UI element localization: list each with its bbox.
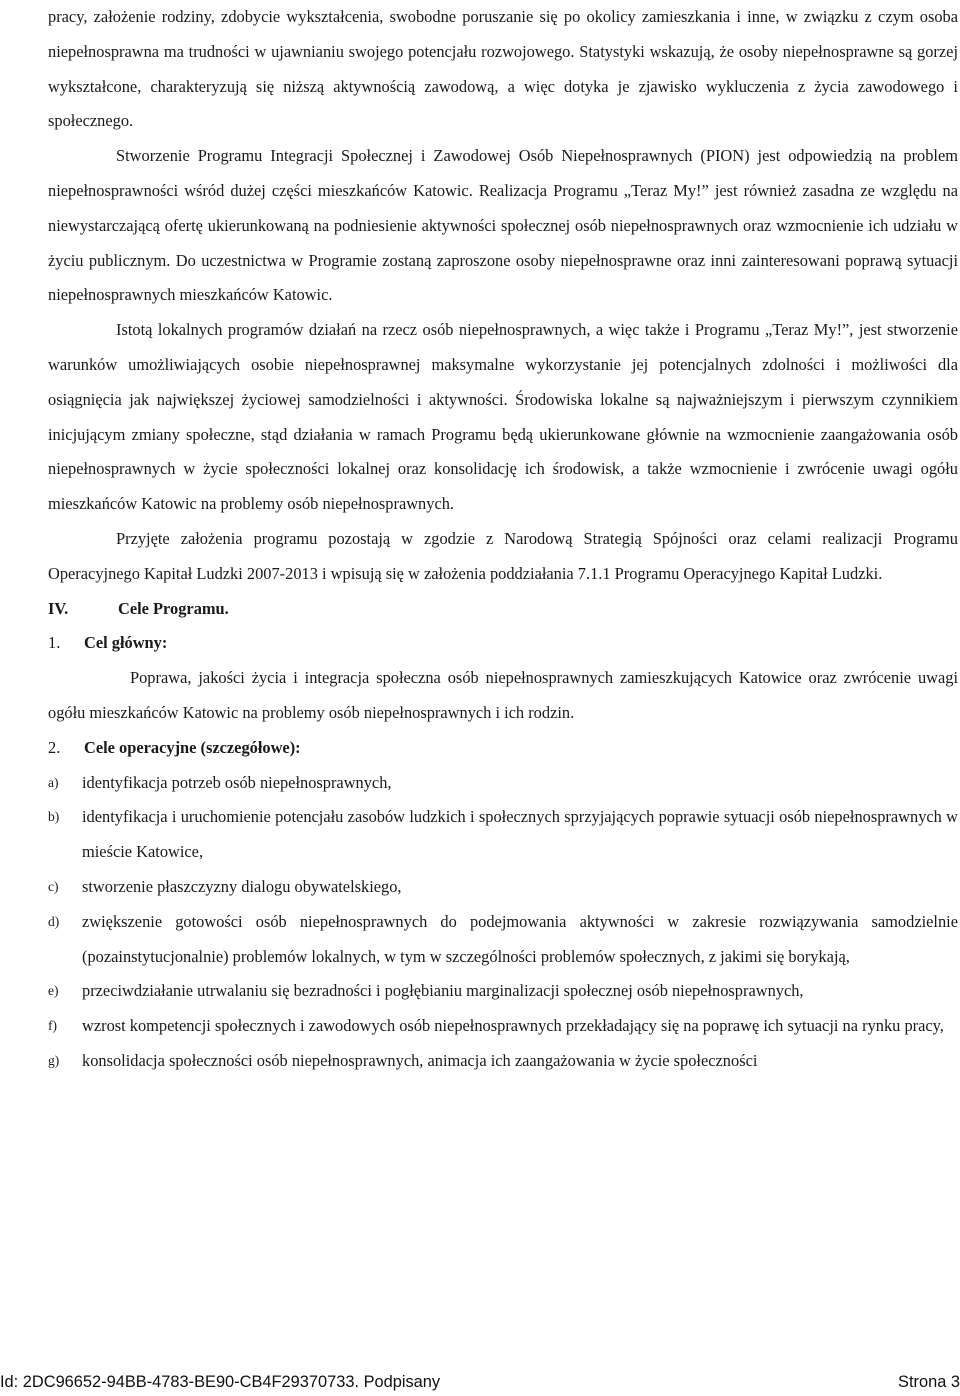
main-goal-text: Poprawa, jakości życia i integracja społeczna osób niepełnosprawnych zamieszkujących Katowice oraz zwrócenie uwagi ogółu mieszkańców Katowic na problemy osób niepełnosprawnych i ich rodzin. xyxy=(48,668,958,722)
main-goal-label: Cel główny: xyxy=(84,633,168,653)
list-item-letter: a) xyxy=(48,774,59,790)
list-item-letter: c) xyxy=(48,878,59,894)
section-title: Cele Programu. xyxy=(118,598,229,618)
section-number: IV. xyxy=(48,598,69,618)
list-item-text: zwiększenie gotowości osób niepełnosprawnych do podejmowania aktywności w zakresie rozwiązywania samodzielnie (pozainstytucjonalnie) problemów lokalnych, w tym w szczególności problemów społecznych, z jakimi się borykają, xyxy=(82,911,958,966)
list-item xyxy=(48,905,958,975)
list-item xyxy=(48,870,958,905)
paragraph-intro xyxy=(48,0,958,139)
list-item-letter: b) xyxy=(48,809,60,825)
list-item xyxy=(48,974,958,1009)
paragraph-essence: Istotą lokalnych programów działań na rzecz osób niepełnosprawnych, a więc także i Programu „Teraz My!”, jest stworzenie warunków umożliwiających osobie niepełnosprawnej maksymalne wykorzystanie jej potencjalnych zdolności i możliwości dla osiągnięcia jak największej życiowej samodzielności i aktywności. Środowiska lokalne są najważniejszym i pierwszym czynnikiem inicjującym zmiany społeczne, stąd działania w ramach Programu będą ukierunkowane głównie na wzmocnienie zaangażowania osób niepełnosprawnych w życie społeczności lokalnej oraz konsolidację ich środowisk, a także wzmocnienie i zwrócenie uwagi ogółu mieszkańców Katowic na problemy osób niepełnosprawnych. xyxy=(48,320,958,514)
operational-goals-number: 2. xyxy=(48,737,61,757)
list-item xyxy=(48,800,958,870)
section-heading xyxy=(48,592,958,627)
paragraph-pion: Stworzenie Programu Integracji Społecznej i Zawodowej Osób Niepełnosprawnych (PION) jest odpowiedzią na problem niepełnosprawności wśród dużej części mieszkańców Katowic. Realizacja Programu „Teraz My!” jest również zasadna ze względu na niewystarczającą ofertę ukierunkowaną na podniesienie aktywności społecznej osób niepełnosprawnych oraz wzmocnienie ich udziału w życiu publicznym. Do uczestnictwa w Programie zostaną zaproszone osoby niepełnosprawne oraz inni zainteresowani poprawą sytuacji niepełnosprawnych mieszkańców Katowic. xyxy=(48,146,958,305)
list-item-text: wzrost kompetencji społecznych i zawodowych osób niepełnosprawnych przekładający się na poprawę ich sytuacji na rynku pracy, xyxy=(82,1016,944,1036)
document-id: Id: 2DC96652-94BB-4783-BE90-CB4F29370733. Podpisany xyxy=(0,1373,441,1391)
list-item-text: stworzenie płaszczyzny dialogu obywatelskiego, xyxy=(82,876,402,896)
operational-goals-label: Cele operacyjne (szczegółowe): xyxy=(84,737,301,757)
list-item-letter: d) xyxy=(48,913,60,929)
main-goal-heading xyxy=(48,626,958,661)
list-item-text: przeciwdziałanie utrwalaniu się bezradności i pogłębianiu marginalizacji społecznej osób niepełnosprawnych, xyxy=(82,981,804,1001)
document-page xyxy=(48,0,958,1079)
list-item-text: konsolidacja społeczności osób niepełnosprawnych, animacja ich zaangażowania w życie społeczności xyxy=(82,1050,758,1070)
list-item-text: identyfikacja i uruchomienie potencjału zasobów ludzkich i społecznych sprzyjających poprawie sytuacji osób niepełnosprawnych w mieście Katowice, xyxy=(82,807,958,862)
main-goal-number: 1. xyxy=(48,633,61,653)
page-footer xyxy=(0,1373,960,1396)
list-item-letter: e) xyxy=(48,983,59,999)
paragraph-intro-rest: w związku z czym osoba niepełnosprawna ma trudności w ujawnianiu swojego potencjału rozwojowego. Statystyki wskazują, że osoby niepełnosprawne są gorzej wykształcone, charakteryzują się niższą aktywnością zawodową, a więc dotyka je zjawisko wykluczenia z życia zawodowego i społecznego. xyxy=(48,7,959,131)
list-item xyxy=(48,1009,958,1044)
paragraph-intro-line1: pracy, założenie rodziny, zdobycie wykształcenia, swobodne poruszanie się po okolicy zamieszkania i inne, xyxy=(48,7,780,26)
paragraph-strategy: Przyjęte założenia programu pozostają w zgodzie z Narodową Strategią Spójności oraz celami realizacji Programu Operacyjnego Kapitał Ludzki 2007-2013 i wpisują się w założenia poddziałania 7.1.1 Programu Operacyjnego Kapitał Ludzki. xyxy=(48,528,958,583)
list-item xyxy=(48,1044,958,1079)
list-item-letter: f) xyxy=(48,1018,57,1034)
operational-goals-heading xyxy=(48,731,958,766)
list-item-text: identyfikacja potrzeb osób niepełnosprawnych, xyxy=(82,772,392,792)
operational-goals-list xyxy=(48,766,958,1079)
list-item xyxy=(48,766,958,801)
list-item-letter: g) xyxy=(48,1052,60,1068)
page-number: Strona 3 xyxy=(898,1373,960,1391)
